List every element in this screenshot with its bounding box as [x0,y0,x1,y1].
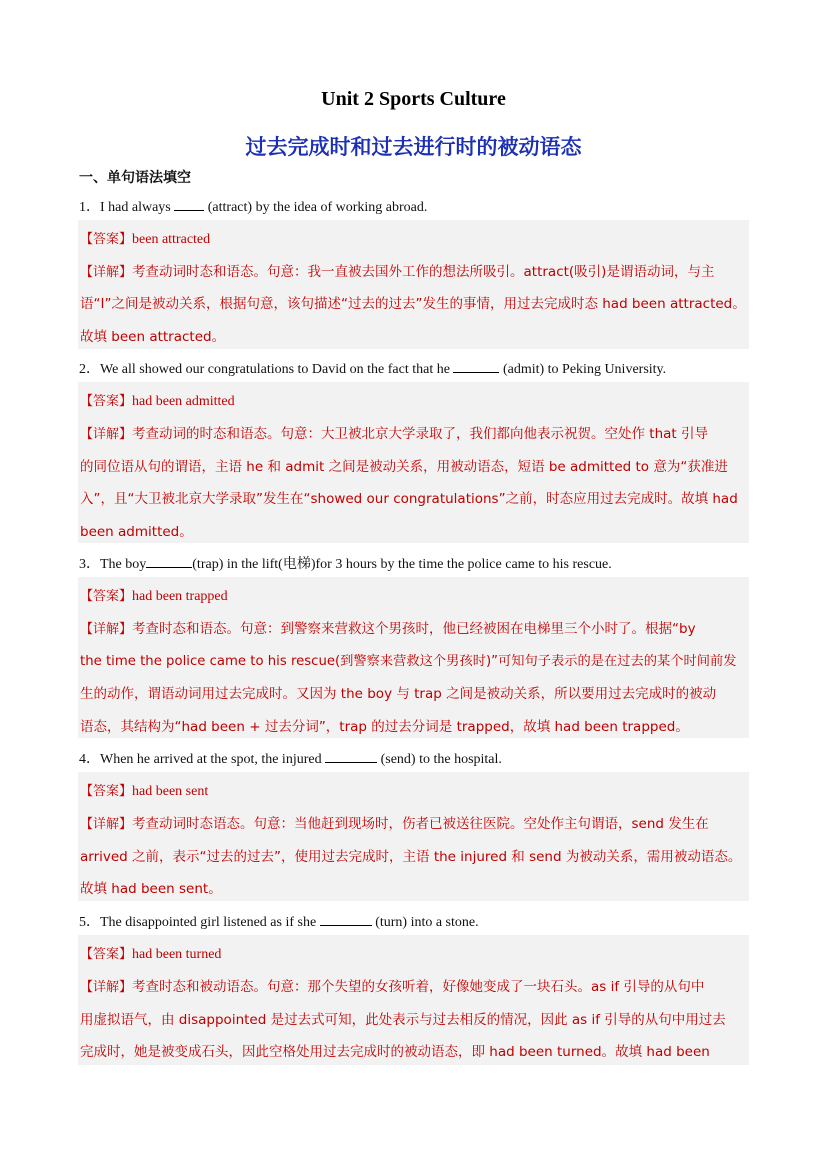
answer-box-1 [78,220,749,349]
detail-text: 的同位语从句的谓语，主语 he 和 admit 之间是被动关系，用被动语态，短语 be admitted to 意为“获准进 [80,459,728,475]
detail-text: 语态，其结构为“had been + 过去分词”，trap 的过去分词是 trapped，故填 had been trapped。 [80,719,689,735]
answer-tag: 【答案】 [80,947,133,962]
question-3 [79,553,612,573]
answer-tag: 【答案】 [80,784,133,799]
detail-text: arrived 之前，表示“过去的过去”，使用过去完成时，主语 the injured 和 send 为被动关系，需用被动语态。 [80,849,742,865]
page-title: Unit 2 Sports Culture [321,88,506,110]
answer-box-5 [78,935,749,1065]
detail-text: 考查时态和语态。句意：到警察来营救这个男孩时，他已经被困在电梯里三个小时了。根据“by [132,621,696,637]
answer-line [80,390,235,410]
answer-text: had been trapped [132,589,228,604]
detail-text: 完成时，她是被变成石头，因此空格处用过去完成时的被动语态，即 had been turned。故填 had been [80,1044,710,1060]
detail-tag: 【详解】 [80,980,133,995]
answer-text: had been admitted [132,394,235,409]
detail-line [80,975,704,996]
detail-text: 故填 been attracted。 [80,329,226,345]
question-text-after: (admit) to Peking University. [502,362,667,377]
answer-blank [320,913,372,926]
answer-box-3 [78,577,749,738]
detail-text: the time the police came to his rescue(到警察来营救这个男孩时)”可知句子表示的是在过去的某个时间前发 [80,654,737,669]
detail-tag: 【详解】 [80,622,133,637]
answer-text: had been turned [132,947,222,962]
answer-line [80,943,221,963]
page-subtitle: 过去完成时和过去进行时的被动语态 [245,135,582,159]
answer-box-2 [78,382,749,543]
detail-line [80,422,708,443]
detail-text: 生的动作，谓语动词用过去完成时。又因为 the boy 与 trap 之间是被动关系，所以要用过去完成时的被动 [80,686,717,702]
detail-tag: 【详解】 [80,817,133,832]
question-text-before: 5．The disappointed girl listened as if she [79,915,317,930]
detail-text: 考查动词的时态和语态。句意：大卫被北京大学录取了，我们都向他表示祝贺。空处作 that 引导 [132,426,709,442]
answer-tag: 【答案】 [80,232,133,247]
answer-tag: 【答案】 [80,589,133,604]
question-text-after: (turn) into a stone. [375,915,479,930]
section-heading: 一、单句语法填空 [79,170,191,186]
answer-blank [174,198,204,211]
answer-blank [453,360,499,373]
detail-text: 考查动词时态和语态。句意：我一直被去国外工作的想法所吸引。attract(吸引)是谓语动词，与主 [132,264,715,280]
detail-line [80,260,714,281]
question-1 [79,196,427,216]
question-text-after: (attract) by the idea of working abroad. [207,200,428,215]
answer-text: had been sent [132,784,209,799]
answer-line [80,228,210,248]
question-text-before: 2．We all showed our congratulations to David on the fact that he [79,362,450,377]
detail-text: 故填 had been sent。 [80,881,222,897]
answer-line [80,585,228,605]
detail-text: 考查时态和被动语态。句意：那个失望的女孩听着，好像她变成了一块石头。as if 引导的从句中 [132,979,705,995]
answer-blank [325,750,377,763]
question-text-before: 3．The boy [79,557,147,572]
answer-line [80,780,208,800]
detail-text: 用虚拟语气，由 disappointed 是过去式可知，此处表示与过去相反的情况，因此 as if 引导的从句中用过去 [80,1012,726,1028]
detail-line [80,617,696,638]
answer-box-4 [78,772,749,901]
question-text-after: (trap) in the lift(电梯)for 3 hours by the time the police came to his rescue. [192,557,612,572]
detail-text: 考查动词时态语态。句意：当他赶到现场时，伤者已被送往医院。空处作主句谓语，send 发生在 [132,816,709,832]
detail-text: 入”，且“大卫被北京大学录取”发生在“showed our congratulations”之前，时态应用过去完成时。故填 had [80,491,738,507]
detail-text: 语“I”之间是被动关系，根据句意，该句描述“过去的过去”发生的事情，用过去完成时态 had been attracted。 [80,296,746,312]
detail-tag: 【详解】 [80,265,133,280]
answer-blank [146,555,192,568]
question-2 [79,358,666,378]
answer-tag: 【答案】 [80,394,133,409]
question-text-after: (send) to the hospital. [380,752,502,767]
answer-text: been attracted [132,232,211,247]
question-5 [79,911,479,931]
question-text-before: 4．When he arrived at the spot, the injured [79,752,322,767]
question-4 [79,748,502,768]
question-text-before: 1．I had always [79,200,171,215]
detail-line [80,812,709,833]
detail-tag: 【详解】 [80,427,133,442]
detail-text: been admitted。 [80,524,193,540]
